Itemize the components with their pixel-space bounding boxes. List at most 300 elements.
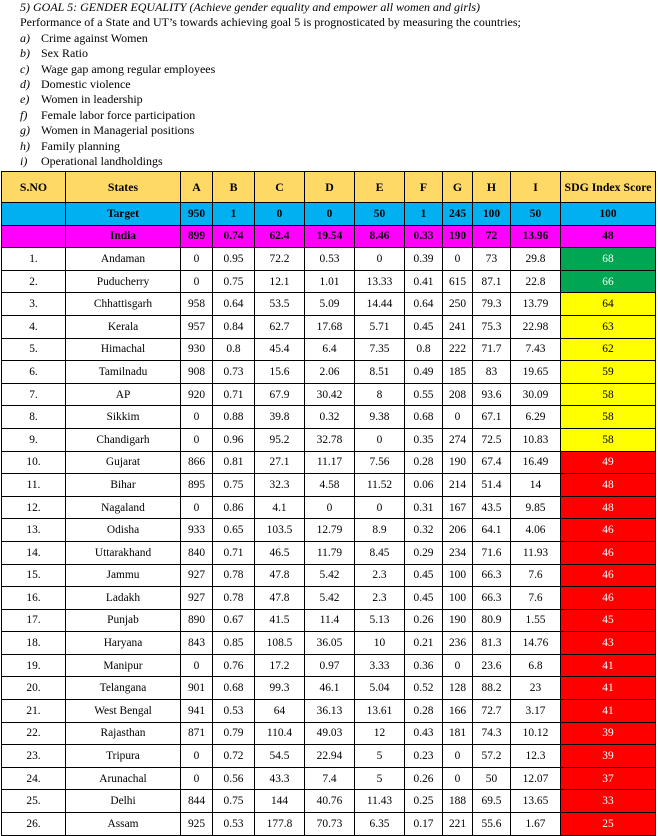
target-cell: 100 — [561, 203, 656, 226]
sdg-goal5-table — [1, 171, 656, 836]
serial-number-cell: 8. — [2, 406, 66, 429]
indicator-value-cell: 0.64 — [213, 293, 255, 316]
indicator-value-cell: 11.43 — [355, 790, 405, 813]
table-row — [2, 338, 656, 361]
table-row — [2, 767, 656, 790]
indicator-value-cell: 9.85 — [511, 496, 561, 519]
indicator-value-cell: 15.6 — [255, 361, 305, 384]
indicator-value-cell: 71.6 — [473, 541, 511, 564]
indicator-value-cell: 0.55 — [405, 383, 443, 406]
india-cell: 190 — [443, 225, 473, 248]
serial-number-cell: 26. — [2, 813, 66, 836]
table-row — [2, 451, 656, 474]
indicator-marker: g) — [20, 123, 30, 138]
indicator-value-cell: 957 — [181, 315, 213, 338]
goal-description: Performance of a State and UT’s towards achieving goal 5 is prognosticated by measuring the countries; — [20, 15, 521, 30]
indicator-value-cell: 11.52 — [355, 474, 405, 497]
table-row — [2, 496, 656, 519]
indicator-value-cell: 0.65 — [213, 519, 255, 542]
indicator-value-cell: 5.42 — [305, 564, 355, 587]
indicator-value-cell: 0 — [181, 496, 213, 519]
indicator-value-cell: 53.5 — [255, 293, 305, 316]
table-row — [2, 428, 656, 451]
indicator-value-cell: 47.8 — [255, 564, 305, 587]
indicator-value-cell: 0.88 — [213, 406, 255, 429]
state-name-cell: Kerala — [66, 315, 181, 338]
indicator-value-cell: 8.51 — [355, 361, 405, 384]
indicator-value-cell: 0 — [355, 496, 405, 519]
target-cell: 1 — [405, 203, 443, 226]
state-name-cell: Arunachal — [66, 767, 181, 790]
indicator-value-cell: 4.06 — [511, 519, 561, 542]
indicator-value-cell: 0.72 — [213, 745, 255, 768]
serial-number-cell: 5. — [2, 338, 66, 361]
indicator-value-cell: 0 — [443, 654, 473, 677]
indicator-text: Wage gap among regular employees — [41, 61, 216, 76]
indicator-value-cell: 88.2 — [473, 677, 511, 700]
table-row — [2, 587, 656, 610]
indicator-value-cell: 0.21 — [405, 632, 443, 655]
indicator-text: Sex Ratio — [41, 46, 88, 61]
indicator-value-cell: 72.7 — [473, 700, 511, 723]
indicator-value-cell: 36.13 — [305, 700, 355, 723]
indicator-item — [20, 31, 656, 46]
table-row — [2, 315, 656, 338]
state-name-cell: Puducherry — [66, 270, 181, 293]
indicator-value-cell: 7.56 — [355, 451, 405, 474]
serial-number-cell: 19. — [2, 654, 66, 677]
indicator-value-cell: 0.25 — [405, 790, 443, 813]
indicator-value-cell: 5 — [355, 767, 405, 790]
header-cell: C — [255, 172, 305, 203]
indicator-value-cell: 62.7 — [255, 315, 305, 338]
india-cell: 0.74 — [213, 225, 255, 248]
indicator-value-cell: 46.1 — [305, 677, 355, 700]
state-name-cell: Delhi — [66, 790, 181, 813]
indicator-value-cell: 206 — [443, 519, 473, 542]
indicator-value-cell: 66.3 — [473, 564, 511, 587]
serial-number-cell: 20. — [2, 677, 66, 700]
indicator-item — [20, 123, 656, 138]
serial-number-cell: 18. — [2, 632, 66, 655]
indicator-value-cell: 0 — [443, 406, 473, 429]
indicator-value-cell: 0.29 — [405, 541, 443, 564]
indicator-value-cell: 0.49 — [405, 361, 443, 384]
serial-number-cell: 15. — [2, 564, 66, 587]
indicator-value-cell: 0.45 — [405, 564, 443, 587]
indicator-value-cell: 0.75 — [213, 270, 255, 293]
indicator-value-cell: 99.3 — [255, 677, 305, 700]
sdg-score-cell: 49 — [561, 451, 656, 474]
indicator-value-cell: 901 — [181, 677, 213, 700]
state-name-cell: Bihar — [66, 474, 181, 497]
indicator-value-cell: 17.2 — [255, 654, 305, 677]
table-row — [2, 813, 656, 836]
indicator-value-cell: 927 — [181, 587, 213, 610]
header-cell: B — [213, 172, 255, 203]
indicator-value-cell: 75.3 — [473, 315, 511, 338]
indicator-value-cell: 0 — [181, 767, 213, 790]
target-cell: 950 — [181, 203, 213, 226]
indicator-value-cell: 95.2 — [255, 428, 305, 451]
indicator-value-cell: 80.9 — [473, 609, 511, 632]
indicator-value-cell: 925 — [181, 813, 213, 836]
indicator-marker: h) — [20, 138, 30, 153]
indicator-value-cell: 110.4 — [255, 722, 305, 745]
indicator-item — [20, 108, 656, 123]
indicator-value-cell: 43.5 — [473, 496, 511, 519]
indicator-value-cell: 14 — [511, 474, 561, 497]
indicator-item — [20, 154, 656, 169]
target-cell: 245 — [443, 203, 473, 226]
sdg-score-cell: 45 — [561, 609, 656, 632]
sdg-score-cell: 66 — [561, 270, 656, 293]
indicator-value-cell: 12.1 — [255, 270, 305, 293]
indicator-value-cell: 10 — [355, 632, 405, 655]
serial-number-cell: 12. — [2, 496, 66, 519]
indicator-value-cell: 55.6 — [473, 813, 511, 836]
table-row — [2, 541, 656, 564]
indicator-value-cell: 5.42 — [305, 587, 355, 610]
indicator-value-cell: 0.52 — [405, 677, 443, 700]
indicator-value-cell: 23 — [511, 677, 561, 700]
state-name-cell: Andaman — [66, 248, 181, 271]
state-name-cell: Sikkim — [66, 406, 181, 429]
state-name-cell: Ladakh — [66, 587, 181, 610]
india-cell: India — [66, 225, 181, 248]
sdg-score-cell: 63 — [561, 315, 656, 338]
india-cell — [2, 225, 66, 248]
indicator-text: Female labor force participation — [41, 107, 196, 122]
indicator-value-cell: 72.2 — [255, 248, 305, 271]
indicator-item — [20, 62, 656, 77]
indicator-value-cell: 67.9 — [255, 383, 305, 406]
goal-intro — [20, 0, 656, 169]
indicator-value-cell: 0.96 — [213, 428, 255, 451]
indicator-value-cell: 222 — [443, 338, 473, 361]
indicator-value-cell: 274 — [443, 428, 473, 451]
sdg-score-cell: 39 — [561, 745, 656, 768]
state-name-cell: Chandigarh — [66, 428, 181, 451]
indicator-value-cell: 958 — [181, 293, 213, 316]
indicator-value-cell: 81.3 — [473, 632, 511, 655]
target-cell: 50 — [511, 203, 561, 226]
serial-number-cell: 1. — [2, 248, 66, 271]
indicator-value-cell: 30.09 — [511, 383, 561, 406]
indicator-value-cell: 7.6 — [511, 587, 561, 610]
indicator-value-cell: 0.85 — [213, 632, 255, 655]
state-name-cell: West Bengal — [66, 700, 181, 723]
india-cell: 13.96 — [511, 225, 561, 248]
indicator-value-cell: 185 — [443, 361, 473, 384]
state-name-cell: Manipur — [66, 654, 181, 677]
table-row — [2, 632, 656, 655]
serial-number-cell: 4. — [2, 315, 66, 338]
indicator-value-cell: 103.5 — [255, 519, 305, 542]
indicator-value-cell: 0.71 — [213, 541, 255, 564]
target-cell — [2, 203, 66, 226]
indicator-value-cell: 908 — [181, 361, 213, 384]
indicator-text: Domestic violence — [41, 77, 131, 92]
indicator-value-cell: 71.7 — [473, 338, 511, 361]
indicator-value-cell: 0.06 — [405, 474, 443, 497]
serial-number-cell: 25. — [2, 790, 66, 813]
table-row — [2, 293, 656, 316]
indicator-value-cell: 0.23 — [405, 745, 443, 768]
indicator-value-cell: 1.01 — [305, 270, 355, 293]
indicator-text: Operational landholdings — [41, 154, 163, 169]
indicator-value-cell: 0.43 — [405, 722, 443, 745]
indicator-value-cell: 0.35 — [405, 428, 443, 451]
indicator-value-cell: 69.5 — [473, 790, 511, 813]
table-row — [2, 654, 656, 677]
indicator-value-cell: 7.4 — [305, 767, 355, 790]
indicator-value-cell: 10.83 — [511, 428, 561, 451]
indicator-value-cell: 0.78 — [213, 587, 255, 610]
indicator-value-cell: 0 — [305, 496, 355, 519]
serial-number-cell: 13. — [2, 519, 66, 542]
indicator-value-cell: 1.67 — [511, 813, 561, 836]
sdg-score-cell: 46 — [561, 541, 656, 564]
header-cell: G — [443, 172, 473, 203]
indicator-value-cell: 250 — [443, 293, 473, 316]
sdg-score-cell: 48 — [561, 496, 656, 519]
indicator-value-cell: 221 — [443, 813, 473, 836]
indicator-value-cell: 6.35 — [355, 813, 405, 836]
indicator-value-cell: 14.44 — [355, 293, 405, 316]
indicator-value-cell: 6.29 — [511, 406, 561, 429]
indicator-value-cell: 73 — [473, 248, 511, 271]
indicator-value-cell: 866 — [181, 451, 213, 474]
sdg-score-cell: 58 — [561, 406, 656, 429]
serial-number-cell: 24. — [2, 767, 66, 790]
indicator-value-cell: 8 — [355, 383, 405, 406]
indicator-value-cell: 3.33 — [355, 654, 405, 677]
indicator-value-cell: 0.53 — [213, 700, 255, 723]
indicator-value-cell: 234 — [443, 541, 473, 564]
indicator-value-cell: 32.3 — [255, 474, 305, 497]
indicator-item — [20, 139, 656, 154]
indicator-value-cell: 22.94 — [305, 745, 355, 768]
indicator-value-cell: 208 — [443, 383, 473, 406]
indicator-value-cell: 0 — [181, 428, 213, 451]
table-row — [2, 790, 656, 813]
indicator-value-cell: 29.8 — [511, 248, 561, 271]
india-cell: 62.4 — [255, 225, 305, 248]
indicator-value-cell: 17.68 — [305, 315, 355, 338]
sdg-score-cell: 59 — [561, 361, 656, 384]
indicator-value-cell: 920 — [181, 383, 213, 406]
indicator-value-cell: 0 — [181, 406, 213, 429]
indicator-value-cell: 12 — [355, 722, 405, 745]
indicator-value-cell: 5.13 — [355, 609, 405, 632]
indicator-value-cell: 50 — [473, 767, 511, 790]
indicator-value-cell: 19.65 — [511, 361, 561, 384]
indicator-text: Women in Managerial positions — [41, 123, 195, 138]
indicator-value-cell: 0 — [443, 248, 473, 271]
sdg-score-cell: 64 — [561, 293, 656, 316]
state-name-cell: Odisha — [66, 519, 181, 542]
indicator-value-cell: 0.73 — [213, 361, 255, 384]
header-cell: A — [181, 172, 213, 203]
indicator-value-cell: 0.95 — [213, 248, 255, 271]
indicator-value-cell: 177.8 — [255, 813, 305, 836]
indicator-value-cell: 0.28 — [405, 700, 443, 723]
table-row — [2, 609, 656, 632]
indicator-value-cell: 0 — [181, 270, 213, 293]
indicator-value-cell: 890 — [181, 609, 213, 632]
sdg-score-cell: 58 — [561, 383, 656, 406]
indicator-value-cell: 0.76 — [213, 654, 255, 677]
indicator-value-cell: 46.5 — [255, 541, 305, 564]
indicator-value-cell: 7.6 — [511, 564, 561, 587]
state-name-cell: Haryana — [66, 632, 181, 655]
header-sdg-index-score: SDG Index Score — [561, 172, 656, 203]
serial-number-cell: 3. — [2, 293, 66, 316]
indicator-value-cell: 12.3 — [511, 745, 561, 768]
india-cell: 72 — [473, 225, 511, 248]
header-cell: E — [355, 172, 405, 203]
serial-number-cell: 23. — [2, 745, 66, 768]
state-name-cell: Jammu — [66, 564, 181, 587]
target-cell: 0 — [255, 203, 305, 226]
indicator-value-cell: 0 — [181, 745, 213, 768]
indicator-value-cell: 0.97 — [305, 654, 355, 677]
state-name-cell: Uttarakhand — [66, 541, 181, 564]
table-row — [2, 700, 656, 723]
indicator-list — [20, 31, 656, 170]
indicator-value-cell: 32.78 — [305, 428, 355, 451]
indicator-value-cell: 0.26 — [405, 609, 443, 632]
target-cell: 100 — [473, 203, 511, 226]
indicator-value-cell: 0.26 — [405, 767, 443, 790]
indicator-value-cell: 8.45 — [355, 541, 405, 564]
target-cell: 1 — [213, 203, 255, 226]
indicator-value-cell: 0.71 — [213, 383, 255, 406]
table-row — [2, 406, 656, 429]
indicator-value-cell: 0.64 — [405, 293, 443, 316]
indicator-value-cell: 100 — [443, 587, 473, 610]
sdg-score-cell: 46 — [561, 519, 656, 542]
indicator-value-cell: 188 — [443, 790, 473, 813]
indicator-value-cell: 927 — [181, 564, 213, 587]
indicator-value-cell: 840 — [181, 541, 213, 564]
india-cell: 48 — [561, 225, 656, 248]
indicator-text: Family planning — [41, 138, 120, 153]
serial-number-cell: 16. — [2, 587, 66, 610]
indicator-value-cell: 36.05 — [305, 632, 355, 655]
indicator-value-cell: 0.79 — [213, 722, 255, 745]
indicator-value-cell: 83 — [473, 361, 511, 384]
state-name-cell: Tamilnadu — [66, 361, 181, 384]
indicator-item — [20, 46, 656, 61]
indicator-value-cell: 74.3 — [473, 722, 511, 745]
indicator-marker: a) — [20, 30, 30, 45]
indicator-value-cell: 3.17 — [511, 700, 561, 723]
indicator-value-cell: 236 — [443, 632, 473, 655]
indicator-value-cell: 6.8 — [511, 654, 561, 677]
indicator-marker: f) — [20, 107, 28, 122]
indicator-value-cell: 2.06 — [305, 361, 355, 384]
indicator-value-cell: 22.98 — [511, 315, 561, 338]
indicator-value-cell: 0.41 — [405, 270, 443, 293]
indicator-item — [20, 77, 656, 92]
indicator-value-cell: 43.3 — [255, 767, 305, 790]
india-cell: 19.54 — [305, 225, 355, 248]
indicator-value-cell: 0.8 — [213, 338, 255, 361]
indicator-value-cell: 895 — [181, 474, 213, 497]
indicator-value-cell: 2.3 — [355, 564, 405, 587]
indicator-value-cell: 0.39 — [405, 248, 443, 271]
serial-number-cell: 21. — [2, 700, 66, 723]
indicator-value-cell: 844 — [181, 790, 213, 813]
table-row — [2, 519, 656, 542]
indicator-marker: d) — [20, 77, 30, 92]
indicator-value-cell: 40.76 — [305, 790, 355, 813]
sdg-score-cell: 43 — [561, 632, 656, 655]
state-name-cell: Rajasthan — [66, 722, 181, 745]
indicator-value-cell: 941 — [181, 700, 213, 723]
indicator-value-cell: 66.3 — [473, 587, 511, 610]
indicator-value-cell: 0.86 — [213, 496, 255, 519]
indicator-value-cell: 72.5 — [473, 428, 511, 451]
indicator-value-cell: 0.75 — [213, 790, 255, 813]
serial-number-cell: 17. — [2, 609, 66, 632]
sdg-score-cell: 41 — [561, 700, 656, 723]
indicator-value-cell: 51.4 — [473, 474, 511, 497]
indicator-value-cell: 0 — [443, 745, 473, 768]
indicator-item — [20, 92, 656, 107]
indicator-value-cell: 49.03 — [305, 722, 355, 745]
table-row — [2, 745, 656, 768]
table-row — [2, 722, 656, 745]
indicator-marker: i) — [20, 154, 28, 169]
indicator-value-cell: 11.4 — [305, 609, 355, 632]
indicator-value-cell: 190 — [443, 609, 473, 632]
sdg-score-cell: 41 — [561, 654, 656, 677]
table-body — [2, 203, 656, 836]
indicator-value-cell: 41.5 — [255, 609, 305, 632]
state-name-cell: Gujarat — [66, 451, 181, 474]
indicator-value-cell: 0.68 — [405, 406, 443, 429]
indicator-value-cell: 64.1 — [473, 519, 511, 542]
indicator-marker: e) — [20, 92, 30, 107]
indicator-text: Crime against Women — [41, 30, 148, 45]
indicator-value-cell: 615 — [443, 270, 473, 293]
indicator-value-cell: 67.4 — [473, 451, 511, 474]
indicator-value-cell: 0.8 — [405, 338, 443, 361]
table-header-row — [2, 172, 656, 203]
indicator-value-cell: 4.58 — [305, 474, 355, 497]
table-row — [2, 270, 656, 293]
indicator-value-cell: 0.75 — [213, 474, 255, 497]
state-name-cell: Himachal — [66, 338, 181, 361]
indicator-value-cell: 87.1 — [473, 270, 511, 293]
indicator-value-cell: 871 — [181, 722, 213, 745]
sdg-score-cell: 58 — [561, 428, 656, 451]
indicator-value-cell: 181 — [443, 722, 473, 745]
indicator-value-cell: 4.1 — [255, 496, 305, 519]
serial-number-cell: 22. — [2, 722, 66, 745]
indicator-value-cell: 0.81 — [213, 451, 255, 474]
indicator-value-cell: 128 — [443, 677, 473, 700]
serial-number-cell: 2. — [2, 270, 66, 293]
indicator-value-cell: 79.3 — [473, 293, 511, 316]
indicator-value-cell: 190 — [443, 451, 473, 474]
indicator-value-cell: 39.8 — [255, 406, 305, 429]
indicator-value-cell: 47.8 — [255, 587, 305, 610]
indicator-value-cell: 241 — [443, 315, 473, 338]
